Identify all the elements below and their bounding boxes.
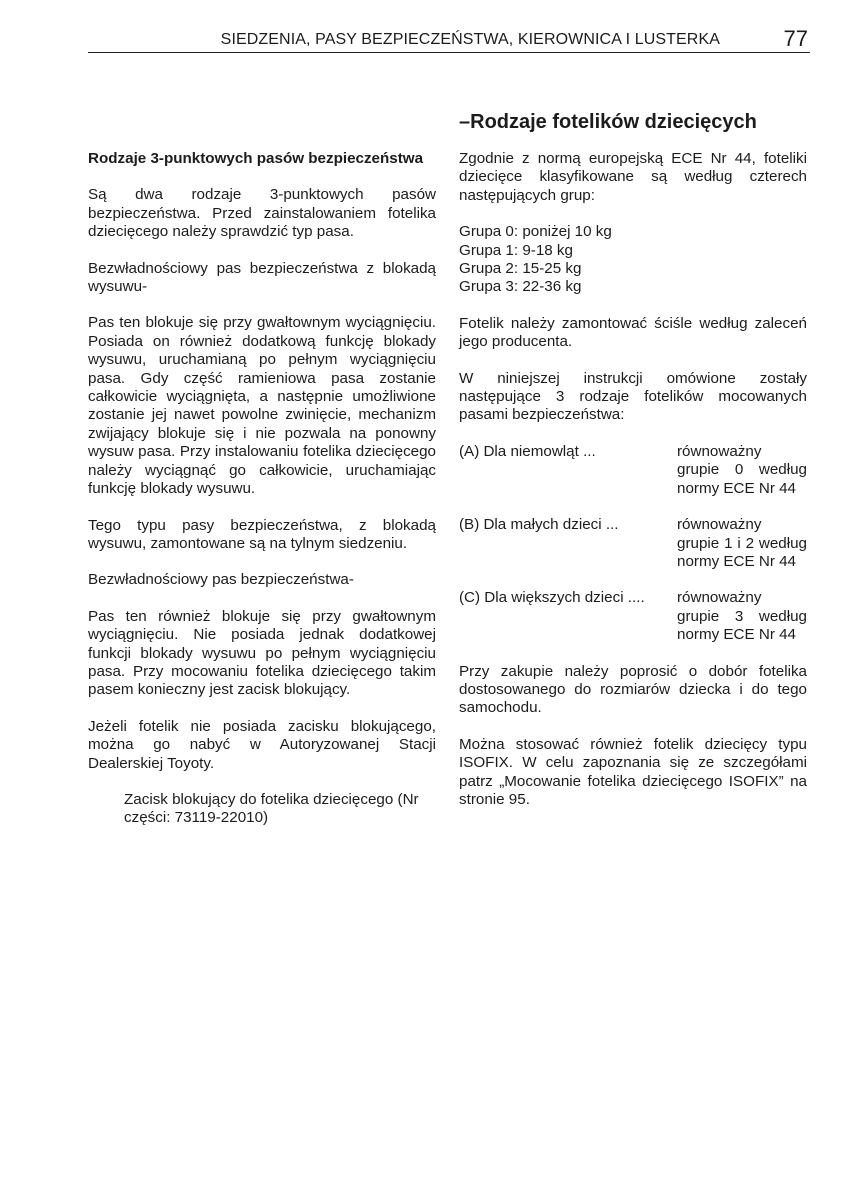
seat-type: (C) Dla większych dzieci .... xyxy=(459,589,645,607)
page-number: 77 xyxy=(783,26,808,51)
section-title: –Rodzaje fotelików dziecięcych xyxy=(459,111,757,133)
paragraph: Pas ten blokuje się przy gwałtownym wyciągnięciu. Posiada on również dodatkową funkcję blokady wysuwu, uruchamianą po pełnym wyciągnięciu pasa. Gdy część ramieniowa pasa zostanie całkowicie wyciągnięta, a następnie umożliwione zostanie jej nawet powolne zwinięcie, mechanizm zwijający blokuje się i nie pozwala na ponowny wysuw pasa. Przy instalowaniu fotelika dziecięcego należy wyciągnąć go całkowicie, uruchamiając funkcję blokady wysuwu. xyxy=(88,314,436,498)
right-column xyxy=(459,150,807,827)
group-list xyxy=(459,223,807,297)
seat-equivalent: równoważny grupie 0 według normy ECE Nr 44 xyxy=(677,442,807,497)
page-header xyxy=(88,28,810,53)
paragraph: Bezwładnościowy pas bezpieczeństwa z blokadą wysuwu- xyxy=(88,259,436,296)
group-item: Grupa 2: 15-25 kg xyxy=(459,260,582,278)
paragraph: Fotelik należy zamontować ściśle według zaleceń jego producenta. xyxy=(459,314,807,351)
header-title: SIEDZENIA, PASY BEZPIECZEŃSTWA, KIEROWNICA I LUSTERKA xyxy=(220,31,720,48)
paragraph: Przy zakupie należy poprosić o dobór fotelika dostosowanego do rozmiarów dziecka i do tego samochodu. xyxy=(459,662,807,717)
group-item: Grupa 1: 9-18 kg xyxy=(459,241,573,259)
paragraph: Są dwa rodzaje 3-punktowych pasów bezpieczeństwa. Przed zainstalowaniem fotelika dziecięcego należy sprawdzić typ pasa. xyxy=(88,186,436,241)
seat-type: (A) Dla niemowląt ... xyxy=(459,442,596,460)
seat-equivalent: równoważny grupie 3 według normy ECE Nr 44 xyxy=(677,589,807,644)
seat-type-row xyxy=(459,516,807,571)
seat-equivalent: równoważny grupie 1 i 2 według normy ECE Nr 44 xyxy=(677,516,807,570)
paragraph: W niniejszej instrukcji omówione zostały następujące 3 rodzaje fotelików mocowanych pasami bezpieczeństwa: xyxy=(459,369,807,424)
paragraph: Można stosować również fotelik dziecięcy typu ISOFIX. W celu zapoznania się ze szczegółami patrz „Mocowanie fotelika dziecięcego ISOFIX” na stronie 95. xyxy=(459,735,807,808)
left-column xyxy=(88,150,436,846)
left-heading: Rodzaje 3-punktowych pasów bezpieczeństwa xyxy=(88,150,424,167)
paragraph: Tego typu pasy bezpieczeństwa, z blokadą wysuwu, zamontowane są na tylnym siedzeniu. xyxy=(88,516,436,552)
paragraph: Pas ten również blokuje się przy gwałtownym wyciągnięciu. Nie posiada jednak dodatkowej funkcji blokady wysuwu po pełnym wyciągnięciu pasa. Przy mocowaniu fotelika dziecięcego takim pasem konieczny jest zacisk blokujący. xyxy=(88,607,436,699)
paragraph: Jeżeli fotelik nie posiada zacisku blokującego, można go nabyć w Autoryzowanej Stacji Dealerskiej Toyoty. xyxy=(88,717,436,772)
seat-type: (B) Dla małych dzieci ... xyxy=(459,516,619,534)
seat-type-row xyxy=(459,589,807,644)
paragraph: Bezwładnościowy pas bezpieczeństwa- xyxy=(88,571,354,589)
locking-clip-note: Zacisk blokujący do fotelika dziecięcego (Nr części: 73119-22010) xyxy=(124,790,419,827)
intro-paragraph: Zgodnie z normą europejską ECE Nr 44, foteliki dziecięce klasyfikowane są według czterech następujących grup: xyxy=(459,150,807,204)
group-item: Grupa 0: poniżej 10 kg xyxy=(459,223,612,241)
seat-type-row xyxy=(459,443,807,498)
group-item: Grupa 3: 22-36 kg xyxy=(459,278,582,296)
